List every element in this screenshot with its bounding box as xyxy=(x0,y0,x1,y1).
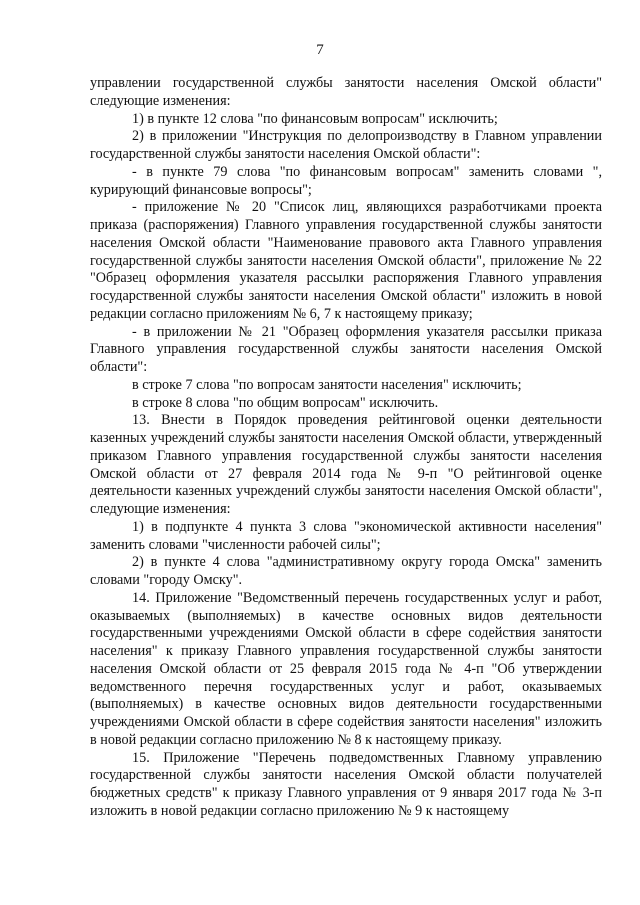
paragraph-15: 15. Приложение "Перечень подведомственных Главному управлению государственной службы занятости населения Омской области получателей бюджетных средств" к приказу Главного управления от 9 января 2017 года № 3-п изложить в новой редакции согласно приложению № 9 к настоящему xyxy=(90,749,602,819)
document-body xyxy=(90,75,602,821)
paragraph-appendix-21-row-7: в строке 7 слова "по вопросам занятости населения" исключить; xyxy=(132,376,522,393)
paragraph-12-item-2-point-79: - в пункте 79 слова "по финансовым вопросам" заменить словами ", курирующий финансовые вопросы"; xyxy=(90,163,602,198)
paragraph-12-item-2: 2) в приложении "Инструкция по делопроизводству в Главном управлении государственной службы занятости населения Омской области": xyxy=(90,128,602,162)
paragraph-14: 14. Приложение "Ведомственный перечень государственных услуг и работ, оказываемых (выполняемых) в качестве основных видов деятельности государственными учреждениями Омской области в сфере содействия занятости населения" к приказу Главного управления государственной службы занятости населения Омской области от 25 февраля 2015 года № 4-п "Об утверждении ведомственного перечня государственных услуг и работ, оказываемых (выполняемых) в качестве основных видов деятельности государственными учреждениями Омской области в сфере содействия занятости населения" изложить в новой редакции согласно приложению № 8 к настоящему приказу. xyxy=(90,589,602,748)
paragraph-13-item-1: 1) в подпункте 4 пункта 3 слова "экономической активности населения" заменить словами "численности рабочей силы"; xyxy=(90,518,602,553)
paragraph-13: 13. Внести в Порядок проведения рейтинговой оценки деятельности казенных учреждений службы занятости населения Омской области, утвержденный приказом Главного управления государственной службы занятости населения Омской области от 27 февраля 2014 года № 9-п "О рейтинговой оценке деятельности казенных учреждений службы занятости населения Омской области", следующие изменения: xyxy=(90,412,602,517)
paragraph-12-item-2-appendix-21: - в приложении № 21 "Образец оформления указателя рассылки приказа Главного управления государственной службы занятости населения Омской области": xyxy=(90,323,602,375)
paragraph-intro-continuation: управлении государственной службы занятости населения Омской области" следующие изменения: xyxy=(90,75,602,109)
paragraph-12-item-2-appendix-20: - приложение № 20 "Список лиц, являющихся разработчиками проекта приказа (распоряжения) Главного управления государственной службы занятости населения Омской области "Наименование правового акта Главного управления государственной службы занятости населения Омской области", приложение № 22 "Образец оформления указателя рассылки распоряжения Главного управления государственной службы занятости населения Омской области" изложить в новой редакции согласно приложениям № 6, 7 к настоящему приказу; xyxy=(90,199,602,322)
paragraph-13-item-2: 2) в пункте 4 слова "административному округу города Омска" заменить словами "городу Омску". xyxy=(90,554,602,588)
paragraph-12-item-1: 1) в пункте 12 слова "по финансовым вопросам" исключить; xyxy=(132,110,498,127)
paragraph-appendix-21-row-8: в строке 8 слова "по общим вопросам" исключить. xyxy=(132,394,439,411)
page-number: 7 xyxy=(316,42,324,58)
